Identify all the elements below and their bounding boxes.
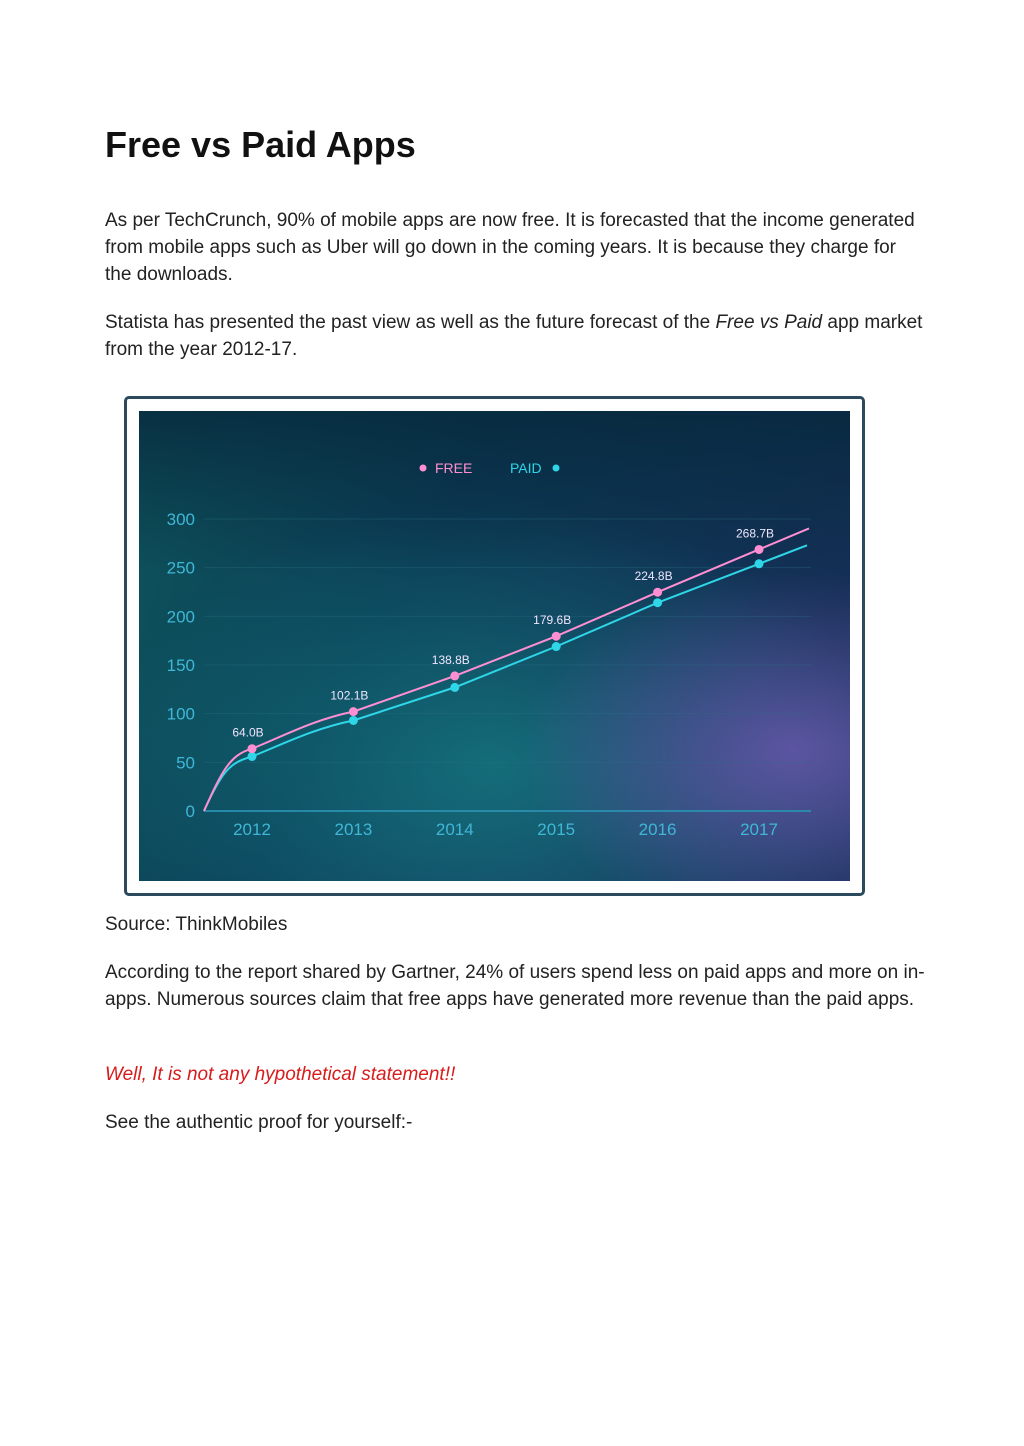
paid-data-point [349, 716, 358, 725]
y-tick-label: 150 [166, 656, 195, 675]
statista-emphasis: Free vs Paid [715, 312, 823, 333]
free-data-label: 138.8B [431, 652, 470, 667]
chart-image-frame [124, 396, 865, 896]
free-data-label: 64.0B [232, 725, 264, 740]
x-tick-label: 2015 [537, 820, 576, 839]
page-title: Free vs Paid Apps [105, 124, 416, 165]
paid-data-point [248, 752, 257, 761]
x-tick-label: 2017 [740, 820, 778, 839]
x-tick-label: 2012 [233, 820, 271, 839]
paid-data-point [552, 642, 561, 651]
free-data-point [450, 671, 459, 680]
free-data-point [653, 588, 662, 597]
gartner-paragraph: According to the report shared by Gartner, 24% of users spend less on paid apps and more on in-apps. Numerous sources claim that free apps have generated more revenue than the paid apps. [105, 962, 925, 1010]
x-tick-label: 2016 [638, 820, 677, 839]
paid-data-point [653, 598, 662, 607]
statista-text-after: app market from the year 2012-17. [105, 312, 923, 360]
paid-data-point [755, 559, 764, 568]
free-vs-paid-chart [139, 411, 850, 881]
y-tick-label: 0 [185, 802, 195, 821]
free-data-point [552, 632, 561, 641]
legend-paid-label: PAID [510, 460, 542, 476]
y-tick-label: 250 [166, 558, 195, 578]
y-tick-label: 200 [166, 607, 195, 627]
legend-free-label: FREE [435, 460, 473, 476]
source-caption: Source: ThinkMobiles [105, 914, 288, 935]
legend-paid-dot [553, 465, 560, 472]
statista-paragraph [105, 309, 925, 363]
highlight-statement: Well, It is not any hypothetical statement!! [105, 1064, 456, 1085]
free-data-point [349, 707, 358, 716]
free-data-label: 102.1B [330, 688, 369, 703]
free-data-point [248, 744, 257, 753]
free-data-label: 179.6B [533, 613, 572, 628]
statista-text-before: Statista has presented the past view as well as the future forecast of the [105, 312, 716, 333]
y-tick-label: 300 [166, 510, 195, 529]
paid-data-point [450, 683, 459, 692]
y-tick-label: 50 [176, 753, 195, 773]
free-data-label: 224.8B [634, 569, 673, 584]
intro-paragraph: As per TechCrunch, 90% of mobile apps are now free. It is forecasted that the income generated from mobile apps such as Uber will go down in the coming years. It is because they charge for the downloads. [105, 210, 915, 285]
chart-svg [139, 411, 850, 881]
x-tick-label: 2014 [435, 820, 474, 839]
y-tick-label: 100 [166, 704, 195, 724]
x-tick-label: 2013 [334, 820, 373, 839]
free-data-label: 268.7B [735, 526, 775, 541]
legend-free-dot [420, 465, 427, 472]
free-data-point [755, 545, 764, 554]
closing-line: See the authentic proof for yourself:- [105, 1112, 413, 1133]
